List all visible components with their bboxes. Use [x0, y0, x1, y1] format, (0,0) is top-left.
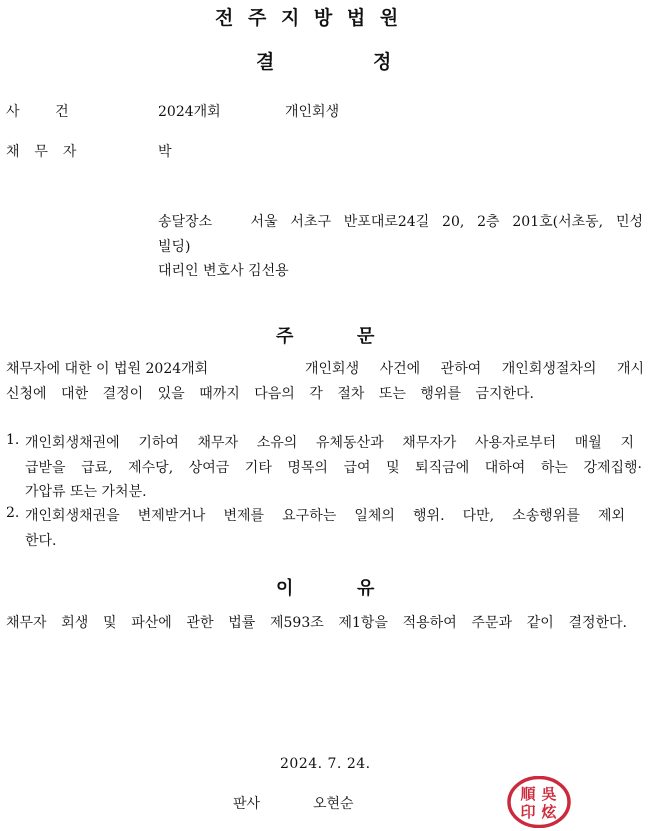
item-2-line1: 개인회생채권을 변제받거나 변제를 요구하는 일체의 행위. 다만, 소송행위를 제외: [25, 508, 625, 524]
item-1-line3: 가압류 또는 가처분.: [25, 484, 147, 500]
court-title: 전 주 지 방 법 원: [215, 7, 403, 29]
item-1-line2: 급받을 급료, 제수당, 상여금 기타 명목의 급여 및 퇴직금에 대하여 하는 강제집행·: [25, 460, 642, 476]
reason-text: 채무자 회생 및 파산에 관한 법률 제593조 제1항을 적용하여 주문과 같이 결정한다.: [6, 615, 627, 631]
service-address-line1: 송달장소 서울 서초구 반포대로24길 20, 2층 201호(서초동, 민성: [158, 214, 643, 230]
case-name: 개인회생: [285, 104, 340, 120]
service-address-line2: 빌딩): [158, 239, 191, 255]
order-heading-left: 주: [276, 326, 294, 347]
item-2-line2: 한다.: [25, 533, 57, 549]
debtor-name: 박: [158, 144, 172, 160]
seal-char-2: 炫: [541, 803, 557, 821]
doc-type-left: 결: [256, 51, 275, 73]
item-1-line1: 개인회생채권에 기하여 채무자 소유의 유체동산과 채무자가 사용자로부터 매월 지: [25, 435, 634, 451]
case-number: 2024개회: [158, 104, 221, 120]
seal-char-3: 順: [520, 785, 536, 803]
item-1-number: 1.: [6, 432, 20, 448]
doc-type-right: 정: [373, 51, 392, 73]
order-heading-right: 문: [357, 326, 375, 347]
attorney-line: 대리인 변호사 김선용: [158, 263, 289, 279]
case-label: 사 건: [6, 104, 69, 120]
debtor-label: 채 무 자: [6, 144, 79, 160]
reason-heading-left: 이: [276, 578, 294, 599]
item-2-number: 2.: [6, 505, 20, 521]
reason-heading-right: 유: [357, 578, 375, 599]
judge-title: 판사: [233, 796, 261, 812]
judge-name: 오현순: [313, 796, 354, 812]
decision-date: 2024. 7. 24.: [280, 756, 371, 772]
seal-char-4: 印: [520, 803, 536, 821]
seal-char-1: 吳: [541, 785, 557, 803]
order-intro-line2: 신청에 대한 결정이 있을 때까지 다음의 각 절차 또는 행위를 금지한다.: [6, 386, 534, 402]
order-intro-line1a: 채무자에 대한 이 법원 2024개회: [6, 361, 209, 377]
order-intro-line1b: 개인회생 사건에 관하여 개인회생절차의 개시: [305, 361, 644, 377]
judge-seal-stamp: [501, 776, 577, 828]
